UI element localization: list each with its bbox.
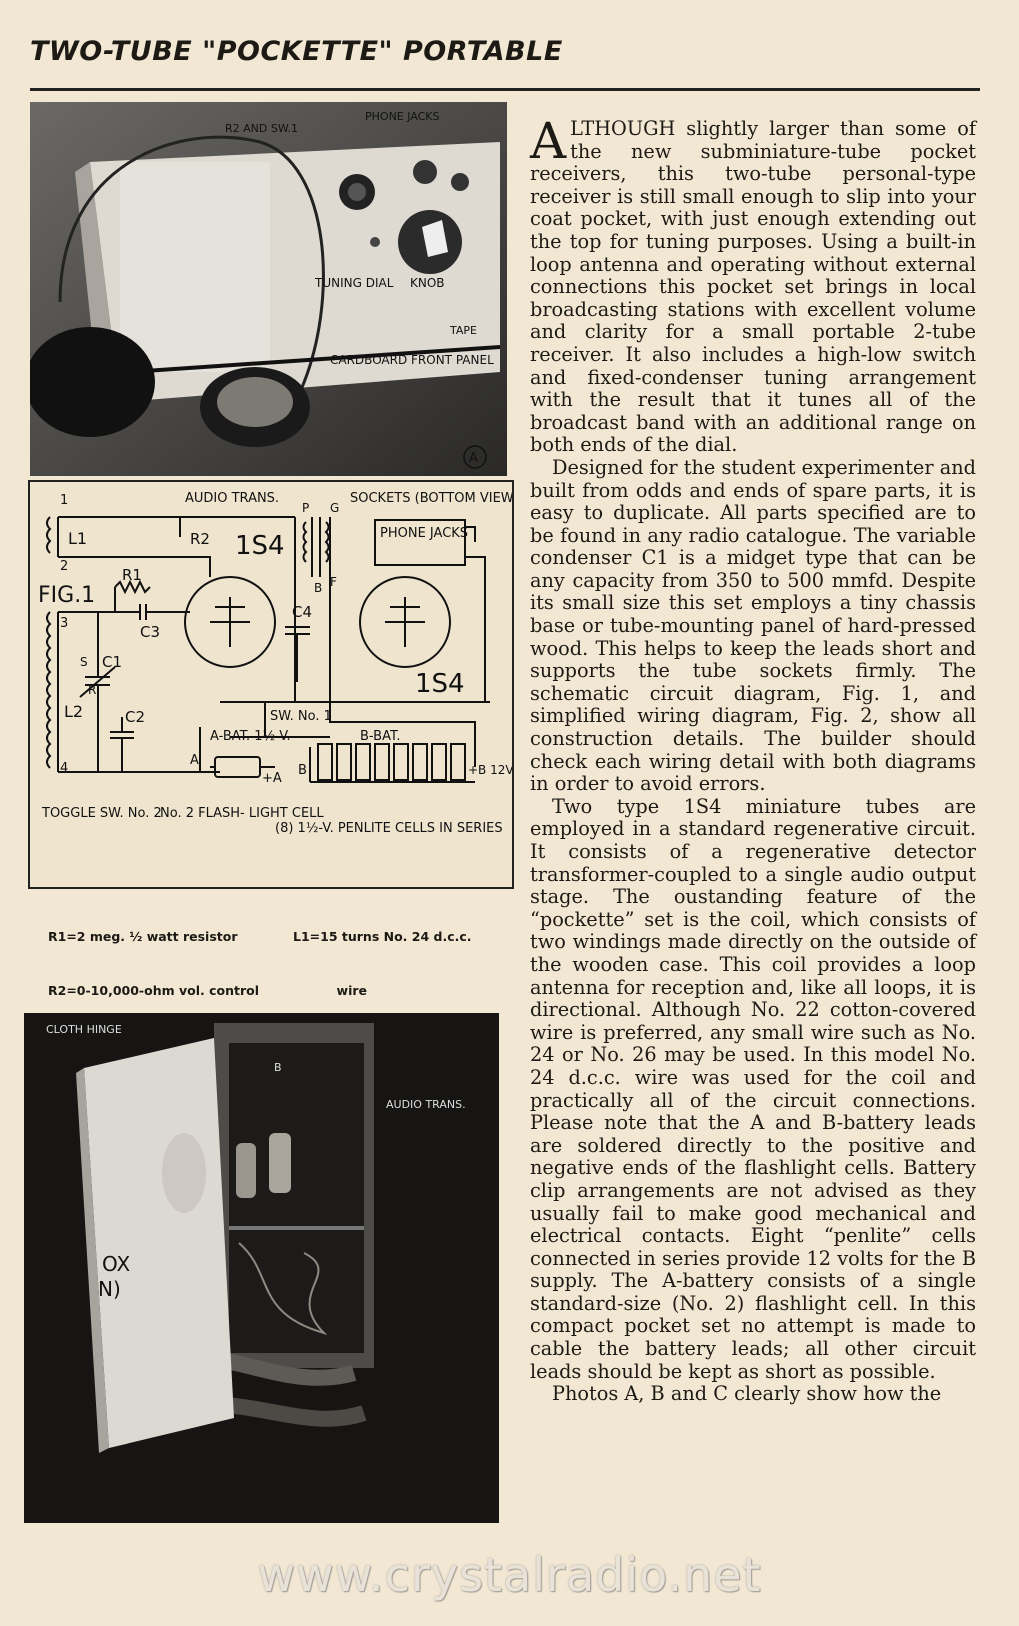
label-b-minus: B [298,763,307,778]
label-phone-jacks: PHONE JACKS [380,526,469,541]
label-s: S [80,655,88,669]
paragraph-text: LTHOUGH slightly larger than some of the new subminiature-tube pocket receivers, this two-tube personal-type receiver is still small enough to slip into your coat pocket, with just enough extending out the top for tuning purposes. Using a built-in loop antenna and operating without external connections this pocket set brings in local broadcasting stations with excellent volume and clarity for a small portable 2-tube receiver. It also includes a high-low switch and fixed-condenser tuning arrangement with the result that it tunes all of the broadcast band with an additional range on both ends of the dial. [530,117,976,457]
schematic-drawing [30,482,512,887]
label-r: R [88,683,97,697]
label-knob: KNOB [410,276,445,290]
label-fig: FIG.1 [38,583,96,608]
label-cloth-hinge: CLOTH HINGE [46,1023,122,1036]
label-r1: R1 [122,566,142,584]
label-ox: OX [102,1252,131,1276]
article-paragraph: Two type 1S4 miniature tubes are employed in a standard regenerative circuit. It consists of a regenerative detector transformer-coupled to a single audio output stage. The oustanding feature of the “pockette” set is the coil, which consists of two windings made directly on the outside of the wooden case. This coil provides a loop antenna for reception and, like all loops, it is directional. Although No. 22 cotton-covered wire is preferred, any small wire such as No. 24 or No. 26 may be used. In this model No. 24 d.c.c. wire was used for the coil and practically all of the circuit connections. Please note that the A and B-battery leads are soldered directly to the positive and negative ends of the flashlight cells. Battery clip arrangements are not advised as they usually fail to make good mechanical and electrical contacts. Eight “penlite” cells connected in series provide 12 volts for the B supply. The A-battery consists of a single standard-size (No. 2) flashlight cell. In this compact pocket set no attempt is made to cable the battery leads; all other circuit leads should be kept as short as possible. [530,794,976,1383]
label-b: B [274,1061,282,1074]
parts-item: L1=15 turns No. 24 d.c.c. [293,929,472,944]
photo-b [24,1013,499,1523]
article-text [530,112,976,1406]
label-l2: L2 [64,702,84,721]
label-b: B [314,581,323,595]
schematic-fig1 [28,480,514,889]
label-photo-letter: A [469,451,478,466]
parts-list [28,892,510,1002]
photo-a [30,102,507,476]
label-sockets: SOCKETS (BOTTOM VIEW) [350,491,512,506]
article-paragraph: Designed for the student experimenter and built from odds and ends of spare parts, it is easy to duplicate. All parts specified are to be found in any radio catalogue. The variable condenser C1 is a midget type that can be any capacity from 350 to 500 mmfd. Despite its small size this set employs a tiny chassis base or tube-mounting panel of hard-pressed wood. This helps to keep the leads short and supports the tube sockets firmly. The schematic circuit diagram, Fig. 1, and simplified wiring diagram, Fig. 2, show all construction details. The builder should check each wiring detail with both diagrams in order to avoid errors. [530,455,976,796]
photo-a-drawing [30,102,507,476]
label-f: F [330,575,337,589]
label-front-panel: CARDBOARD FRONT PANEL [330,353,494,367]
label-toggle-sw: TOGGLE SW. No. 2 [42,806,162,821]
label-b-plus: +B 12V. [468,763,512,777]
label-audio-trans: AUDIO TRANS. [185,491,280,506]
title-rule [30,88,980,91]
label-r2-sw1: R2 AND SW.1 [225,122,298,135]
label-tube-2: 1S4 [415,669,465,699]
label-a-minus: A [190,753,199,768]
label-phone-jacks: PHONE JACKS [365,110,440,123]
label-c3: C3 [140,623,161,641]
article-paragraph [530,112,976,457]
label-tape: TAPE [450,324,477,337]
parts-item: wire [293,983,367,998]
label-b-bat: B-BAT. [360,729,401,744]
label-r2: R2 [190,530,210,548]
label-node-1: 1 [60,493,69,508]
watermark: www.crystalradio.net [257,1548,762,1602]
label-tube-1: 1S4 [235,531,285,561]
label-node-2: 2 [60,559,69,574]
parts-item: R1=2 meg. ½ watt resistor [48,929,238,944]
label-a-plus: +A [262,771,282,786]
label-c1: C1 [102,653,123,671]
label-tuning-dial: TUNING DIAL [315,276,394,290]
article-paragraph: Photos A, B and C clearly show how the [552,1382,942,1406]
label-c4: C4 [292,603,313,621]
parts-item: R2=0-10,000-ohm vol. control [48,983,259,998]
label-g: G [330,501,340,515]
label-a-bat: A-BAT. 1½ V. [210,729,291,744]
label-c2: C2 [125,708,146,726]
label-l1: L1 [68,529,88,548]
label-audio-trans: AUDIO TRANS. [386,1098,466,1111]
drop-cap: A [530,112,567,170]
label-flashlight-cell: No. 2 FLASH- LIGHT CELL [160,806,324,821]
label-node-4: 4 [60,761,69,776]
label-n: N) [98,1277,121,1301]
label-sw1: SW. No. 1 [270,709,332,724]
photo-b-drawing [24,1013,499,1523]
label-p: P [302,501,310,515]
label-node-3: 3 [60,616,69,631]
page-title: TWO-TUBE "POCKETTE" PORTABLE [30,36,563,67]
label-penlite: (8) 1½-V. PENLITE CELLS IN SERIES [275,821,503,836]
